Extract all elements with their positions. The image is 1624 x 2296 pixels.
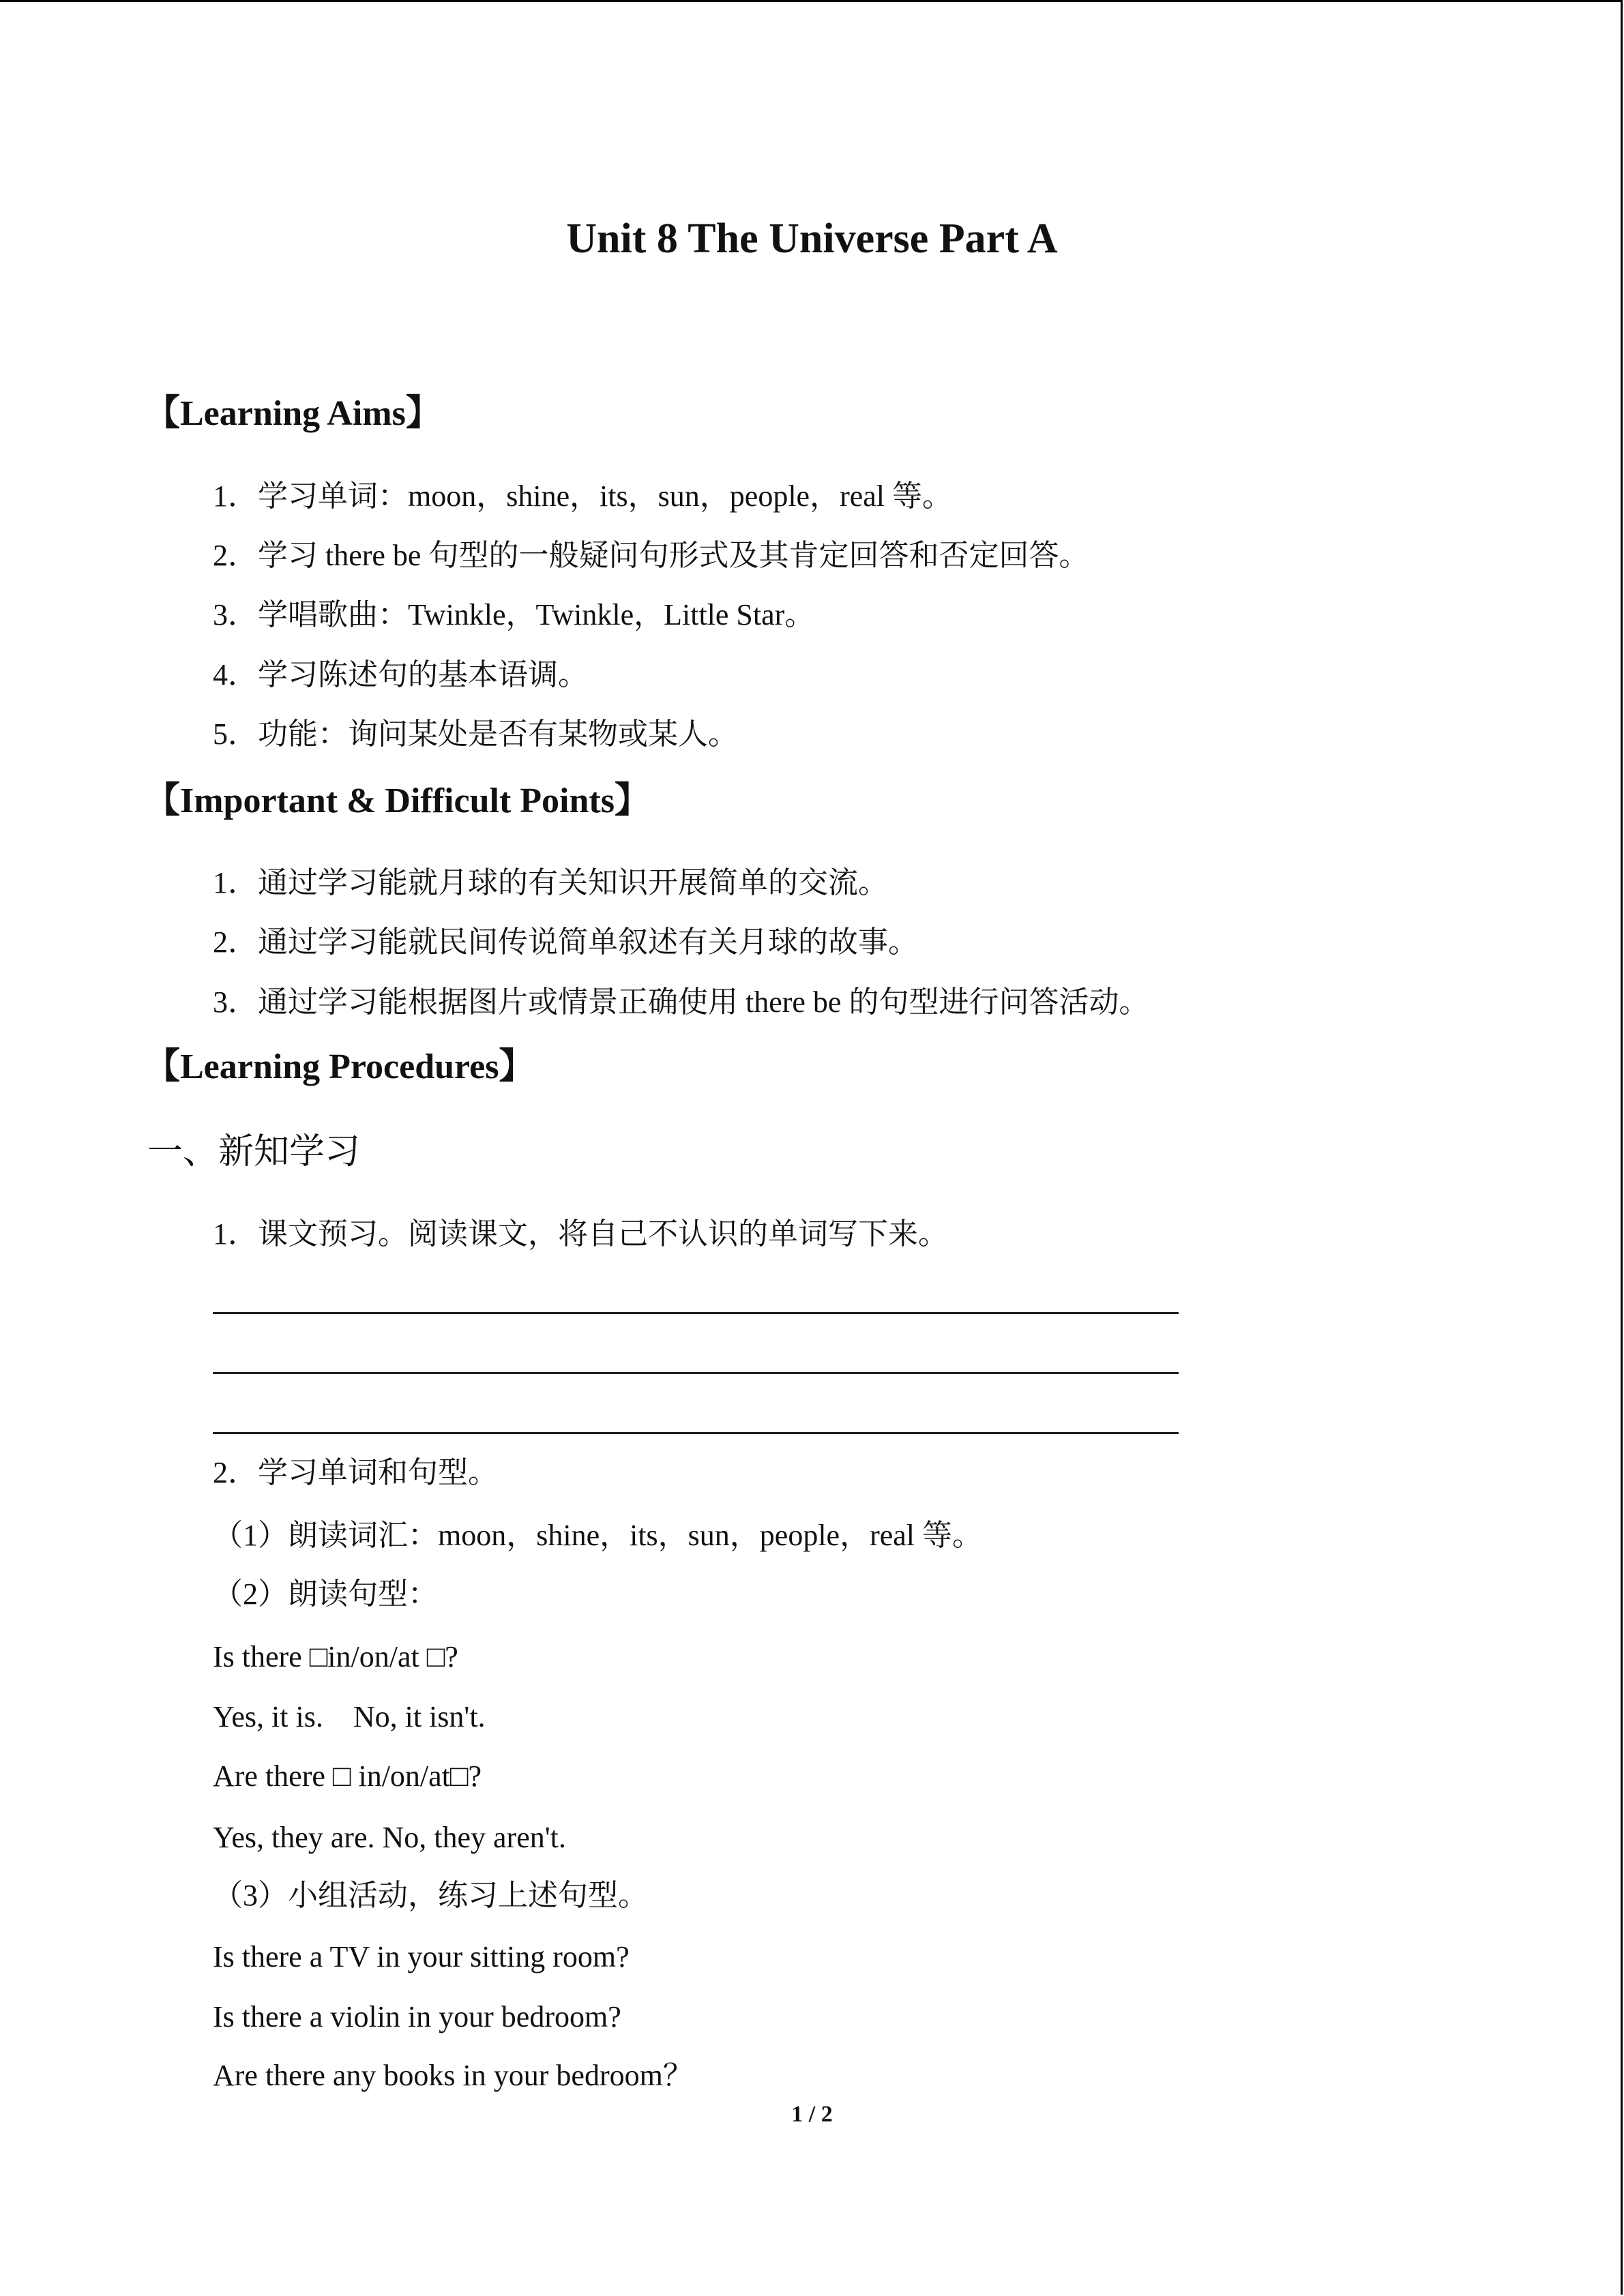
point-item-2: 2．通过学习能就民间传说简单叙述有关月球的故事。 (213, 925, 918, 959)
pattern-line-3: Are there □ in/on/at□? (213, 1759, 482, 1793)
aim-item-2: 2．学习 there be 句型的一般疑问句形式及其肯定回答和否定回答。 (213, 539, 1089, 572)
page-number: 1 / 2 (791, 2102, 833, 2127)
page-title: Unit 8 The Universe Part A (566, 215, 1058, 262)
answer-line-3[interactable] (213, 1432, 1179, 1434)
aim-item-4: 4．学习陈述句的基本语调。 (213, 658, 588, 691)
point-item-3: 3．通过学习能根据图片或情景正确使用 there be 的句型进行问答活动。 (213, 985, 1149, 1019)
points-heading: 【Important & Difficult Points】 (145, 781, 650, 820)
task-1: 1．课文预习。阅读课文，将自己不认识的单词写下来。 (213, 1217, 948, 1251)
practice-line-2: Is there a violin in your bedroom? (213, 2000, 621, 2033)
aim-item-5: 5．功能：询问某处是否有某物或某人。 (213, 717, 738, 751)
procedures-heading: 【Learning Procedures】 (145, 1047, 535, 1086)
answer-line-2[interactable] (213, 1372, 1179, 1374)
sub-task-3: （3）小组活动，练习上述句型。 (213, 1879, 648, 1912)
sub-task-2: （2）朗读句型： (213, 1577, 438, 1611)
practice-line-1: Is there a TV in your sitting room? (213, 1940, 630, 1973)
sub-task-1: （1）朗读词汇：moon，shine，its，sun，people，real 等。 (213, 1519, 983, 1552)
pattern-line-4: Yes, they are. No, they aren't. (213, 1821, 566, 1854)
aim-item-1: 1．学习单词：moon，shine，its，sun，people，real 等。 (213, 479, 953, 513)
answer-line-1[interactable] (213, 1312, 1179, 1314)
pattern-line-1: Is there □in/on/at □? (213, 1640, 458, 1673)
section-new-learning: 一、新知学习 (147, 1133, 361, 1172)
task-2: 2．学习单词和句型。 (213, 1456, 498, 1489)
aim-item-3: 3．学唱歌曲：Twinkle，Twinkle，Little Star。 (213, 598, 815, 631)
point-item-1: 1．通过学习能就月球的有关知识开展简单的交流。 (213, 866, 888, 899)
practice-line-3: Are there any books in your bedroom？ (213, 2059, 693, 2092)
learning-aims-heading: 【Learning Aims】 (145, 394, 441, 433)
pattern-line-2: Yes, it is. No, it isn't. (213, 1700, 486, 1733)
